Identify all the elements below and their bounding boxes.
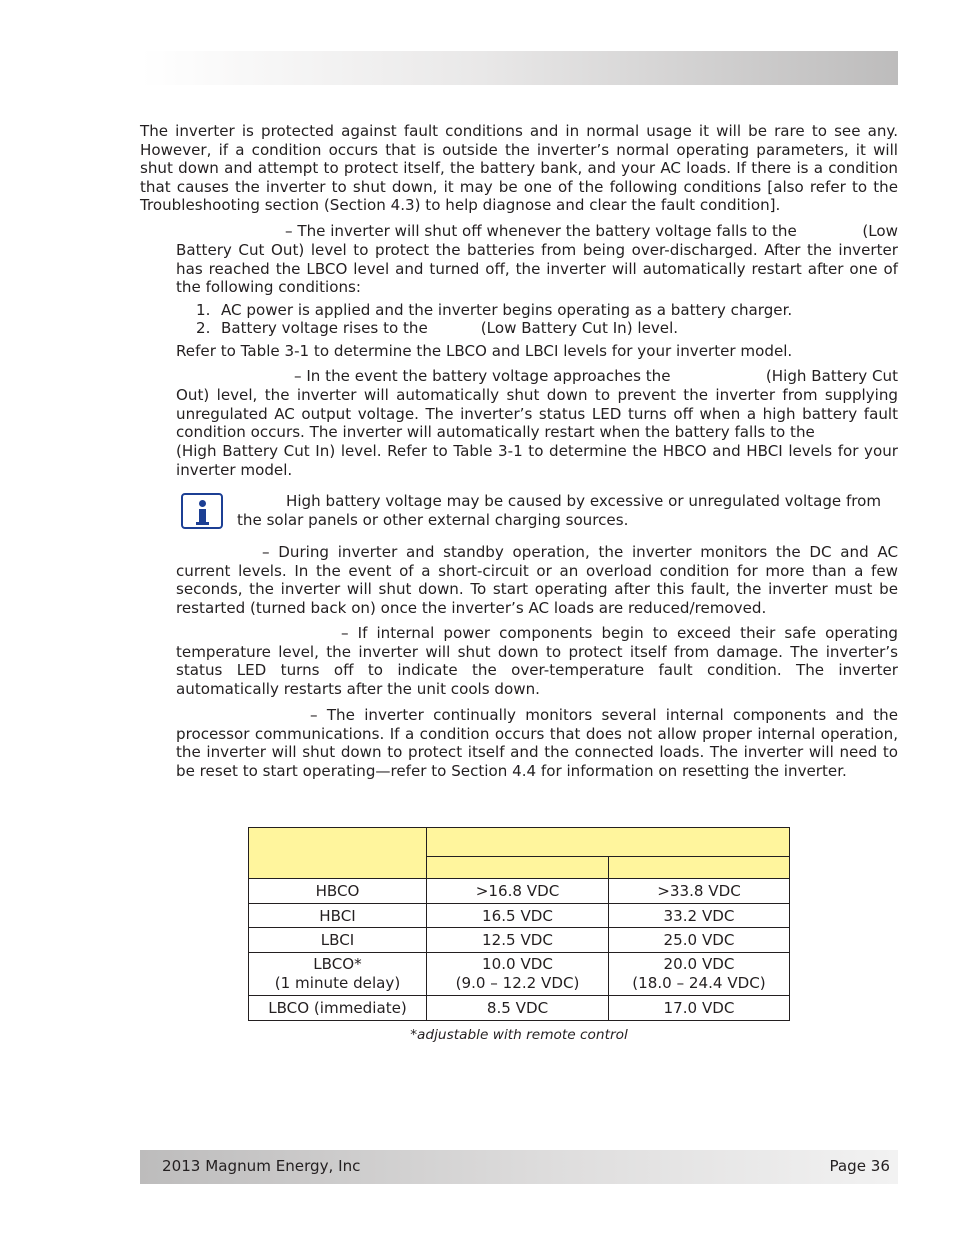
- low-battery-line1-tail: (Low: [862, 222, 898, 240]
- page-number: Page 36: [829, 1157, 890, 1175]
- header-bar: [140, 51, 898, 85]
- low-battery-line1: [176, 222, 898, 241]
- high-battery-line1: [176, 367, 898, 386]
- low-battery-line1-text: – The inverter will shut off whenever the battery voltage falls to the: [285, 222, 797, 240]
- table-row: LBCO (immediate) 8.5 VDC 17.0 VDC: [249, 996, 790, 1021]
- note-line1: High battery voltage may be caused by excessive or unregulated voltage from: [286, 492, 882, 510]
- overload-paragraph: – During inverter and standby operation, the inverter monitors the DC and AC current levels. In the event of a short-circuit or an overload condition for more than a few seconds, the inverter will shut down. To start operating after this fault, the inverter must be restarted (turned back on) once the inverter’s AC loads are reduced/removed.: [176, 543, 898, 617]
- footer-copyright: 2013 Magnum Energy, Inc: [162, 1157, 361, 1175]
- info-icon: [181, 493, 223, 529]
- table-row: HBCO >16.8 VDC >33.8 VDC: [249, 879, 790, 904]
- high-battery-paragraph: Out) level, the inverter will automatically shut down to prevent the inverter from supplying unregulated AC output voltage. The inverter’s status LED turns off when a high battery fault condition occurs. The inverter will automatically restart when the battery falls to the: [176, 386, 898, 442]
- high-battery-last-lines: (High Battery Cut In) level. Refer to Table 3-1 to determine the HBCO and HBCI levels for your inverter model.: [176, 442, 898, 479]
- table-header-cell: [427, 828, 790, 857]
- table-header-cell: [427, 857, 609, 879]
- footer-bar: [140, 1150, 898, 1184]
- low-battery-paragraph: Battery Cut Out) level to protect the batteries from being over-discharged. After the inverter has reached the LBCO level and turned off, the inverter will automatically restart after one of the following conditions:: [176, 241, 898, 297]
- intro-paragraph: The inverter is protected against fault conditions and in normal usage it will be rare to see any. However, if a condition occurs that is outside the inverter’s normal operating parameters, it will shut down and attempt to protect itself, the battery bank, and your AC loads. If there is a condition that causes the inverter to shut down, it may be one of the following conditions [also refer to the Troubleshooting section (Section 4.3) to help diagnose and clear the fault condition].: [140, 122, 898, 215]
- table-caption: *adjustable with remote control: [410, 1027, 628, 1043]
- internal-fault-paragraph: – The inverter continually monitors several internal components and the processor communications. If a condition occurs that does not allow proper internal operation, the inverter will shut down to protect itself and the connected loads. The inverter will need to be reset to start operating—refer to Section 4.4 for information on resetting the inverter.: [176, 706, 898, 780]
- over-temp-paragraph: – If internal power components begin to exceed their safe operating temperature level, the inverter will shut down to protect itself from damage. The inverter’s status LED turns off to indicate the over-temperature fault condition. The inverter automatically restarts after the unit cools down.: [176, 624, 898, 698]
- table-header-cell: [609, 857, 790, 879]
- high-battery-line1-text: – In the event the battery voltage approaches the: [294, 367, 671, 385]
- list-item: 1. AC power is applied and the inverter begins operating as a battery charger.: [196, 301, 793, 319]
- low-battery-refer: Refer to Table 3-1 to determine the LBCO and LBCI levels for your inverter model.: [176, 342, 793, 360]
- high-battery-line1-tail: (High Battery Cut: [765, 367, 898, 385]
- table-row: HBCI 16.5 VDC 33.2 VDC: [249, 904, 790, 928]
- table-row: LBCI 12.5 VDC 25.0 VDC: [249, 928, 790, 953]
- table-row: LBCO* (1 minute delay) 10.0 VDC (9.0 – 12.2 VDC) 20.0 VDC (18.0 – 24.4 VDC): [249, 953, 790, 996]
- battery-levels-table: [248, 827, 790, 1021]
- note-line2: the solar panels or other external charging sources.: [237, 511, 629, 529]
- table-header-cell: [249, 828, 427, 879]
- list-item: 2. Battery voltage rises to the (Low Battery Cut In) level.: [196, 319, 679, 337]
